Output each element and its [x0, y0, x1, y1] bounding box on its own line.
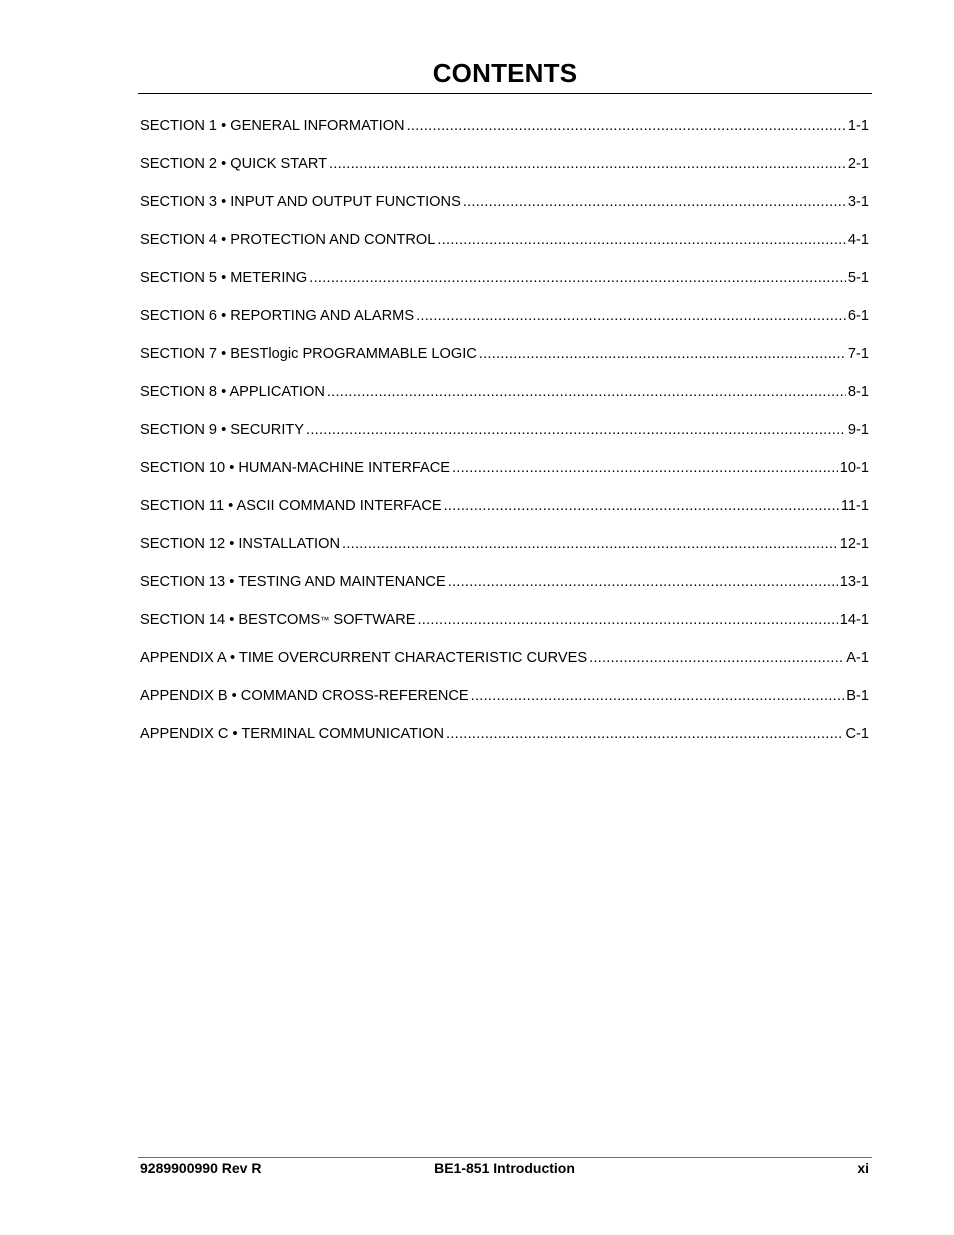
toc-entry-page: 1-1 [847, 118, 869, 134]
toc-entry-page: A-1 [846, 650, 869, 666]
toc-entry-page: 6-1 [847, 308, 869, 324]
toc-entry-label: SECTION 8 • APPLICATION [140, 384, 325, 400]
toc-entry-section-2[interactable] [140, 156, 869, 194]
toc-entry-label: SECTION 5 • METERING [140, 270, 308, 286]
toc-entry-page: B-1 [846, 688, 869, 704]
toc-entry-section-11[interactable] [140, 498, 869, 536]
toc-entry-appendix-b[interactable] [140, 688, 869, 726]
toc-entry-page: 2-1 [847, 156, 869, 172]
dot-leader [342, 536, 838, 552]
toc-entry-section-12[interactable] [140, 536, 869, 574]
toc-entry-section-8[interactable] [140, 384, 869, 422]
toc-entry-page: 8-1 [847, 384, 869, 400]
dot-leader [479, 346, 846, 362]
dot-leader [589, 650, 844, 666]
toc-entry-page: 9-1 [847, 422, 869, 438]
dot-leader [327, 384, 846, 400]
toc-entry-label: SECTION 3 • INPUT AND OUTPUT FUNCTIONS [140, 194, 461, 210]
toc-entry-section-6[interactable] [140, 308, 869, 346]
dot-leader [306, 422, 846, 438]
dot-leader [444, 498, 839, 514]
toc-entry-section-5[interactable] [140, 270, 869, 308]
dot-leader [437, 232, 846, 248]
toc-entry-section-9[interactable] [140, 422, 869, 460]
toc-entry-label: SECTION 11 • ASCII COMMAND INTERFACE [140, 498, 442, 514]
page-title: CONTENTS [432, 58, 578, 88]
toc-entry-label: SECTION 12 • INSTALLATION [140, 536, 341, 552]
toc-entry-section-3[interactable] [140, 194, 869, 232]
toc-entry-label: APPENDIX B • COMMAND CROSS-REFERENCE [140, 688, 469, 704]
toc-entry-page: 14-1 [839, 612, 869, 628]
toc-entry-page: 3-1 [847, 194, 869, 210]
toc-entry-label: APPENDIX C • TERMINAL COMMUNICATION [140, 726, 445, 742]
toc-entry-label-suffix: SOFTWARE [329, 612, 416, 628]
toc-entry-section-10[interactable] [140, 460, 869, 498]
toc-entry-label: SECTION 10 • HUMAN-MACHINE INTERFACE [140, 460, 450, 476]
toc-entry-label: SECTION 6 • REPORTING AND ALARMS [140, 308, 415, 324]
toc-entry-page: 5-1 [847, 270, 869, 286]
toc-entry-page: 4-1 [847, 232, 869, 248]
toc-entry-page: 13-1 [839, 574, 869, 590]
toc-entry-page: 11-1 [840, 498, 869, 514]
toc-entry-section-1[interactable] [140, 118, 869, 156]
dot-leader [463, 194, 846, 210]
dot-leader [418, 612, 838, 628]
toc-entry-page: C-1 [845, 726, 869, 742]
toc-entry-page: 10-1 [839, 460, 869, 476]
dot-leader [407, 118, 846, 134]
dot-leader [416, 308, 846, 324]
toc-entry-section-4[interactable] [140, 232, 869, 270]
toc-entry-appendix-a[interactable] [140, 650, 869, 688]
toc-entry-label [140, 612, 416, 628]
trademark-mark: ™ [320, 615, 330, 625]
toc-entry-page: 7-1 [847, 346, 869, 362]
toc-entry-label: SECTION 9 • SECURITY [140, 422, 305, 438]
toc-entry-label: SECTION 7 • BESTlogic PROGRAMMABLE LOGIC [140, 346, 477, 362]
toc-entry-label: SECTION 1 • GENERAL INFORMATION [140, 118, 405, 134]
toc-entry-label: SECTION 2 • QUICK START [140, 156, 328, 172]
dot-leader [446, 726, 843, 742]
toc-entry-label: APPENDIX A • TIME OVERCURRENT CHARACTERISTIC CURVES [140, 650, 588, 666]
page-footer [140, 1160, 869, 1176]
toc-entry-appendix-c[interactable] [140, 726, 869, 764]
footer-document-number: 9289900990 Rev R [140, 1160, 262, 1176]
dot-leader [309, 270, 846, 286]
footer-document-title: BE1-851 Introduction [434, 1160, 575, 1176]
toc-entry-label: SECTION 4 • PROTECTION AND CONTROL [140, 232, 436, 248]
title-divider [138, 93, 872, 94]
table-of-contents [140, 118, 869, 764]
footer-page-number: xi [857, 1160, 869, 1176]
dot-leader [329, 156, 846, 172]
dot-leader [452, 460, 838, 476]
footer-divider [138, 1157, 872, 1158]
dot-leader [448, 574, 838, 590]
toc-entry-label-text: SECTION 14 • BESTCOMS [140, 612, 321, 628]
toc-entry-label: SECTION 13 • TESTING AND MAINTENANCE [140, 574, 446, 590]
dot-leader [471, 688, 845, 704]
toc-entry-section-7[interactable] [140, 346, 869, 384]
toc-entry-page: 12-1 [839, 536, 869, 552]
toc-entry-section-13[interactable] [140, 574, 869, 612]
toc-entry-section-14[interactable] [140, 612, 869, 650]
